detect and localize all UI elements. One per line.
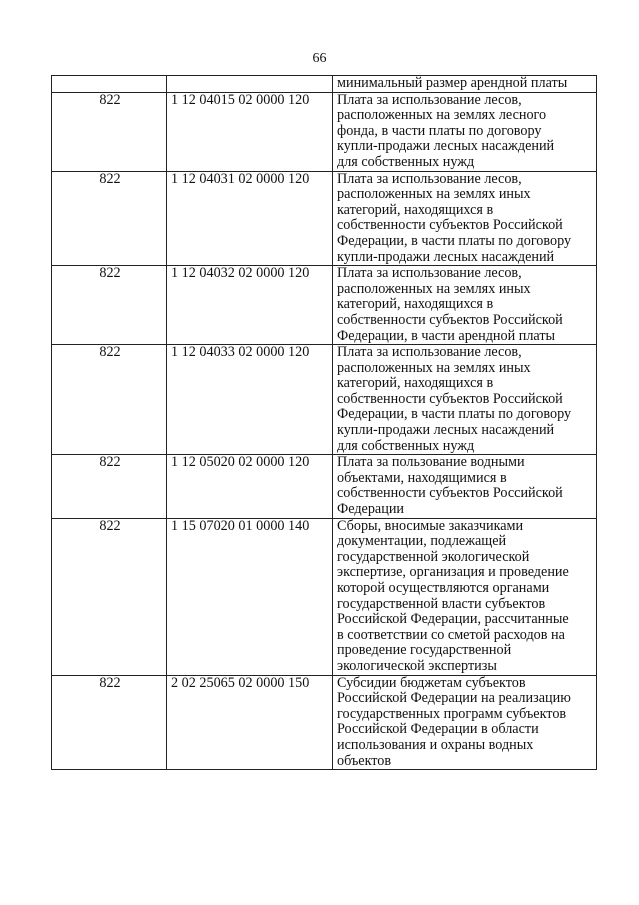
table-row <box>52 518 597 675</box>
revenue-code-cell: 1 12 04031 02 0000 120 <box>167 171 333 266</box>
revenue-code-cell: 1 12 04032 02 0000 120 <box>167 266 333 345</box>
revenue-code-cell: 1 12 05020 02 0000 120 <box>167 455 333 518</box>
admin-code-cell: 822 <box>52 675 167 770</box>
table-row <box>52 171 597 266</box>
table-row <box>52 92 597 171</box>
admin-code-cell: 822 <box>52 92 167 171</box>
page-number: 66 <box>312 51 327 66</box>
table-row <box>52 455 597 518</box>
table-row <box>52 345 597 455</box>
revenue-name-cell: минимальный размер арендной платы <box>333 76 597 93</box>
revenue-name-cell: Субсидии бюджетам субъектов Российской Федерации на реализацию государственных программ субъектов Российской Федерации в области использования и охраны водных объектов <box>333 675 597 770</box>
admin-code-cell: 822 <box>52 455 167 518</box>
admin-code-cell: 822 <box>52 345 167 455</box>
revenue-code-cell <box>167 76 333 93</box>
revenue-name-cell: Плата за пользование водными объектами, находящимися в собственности субъектов Российской Федерации <box>333 455 597 518</box>
revenue-name-cell: Сборы, вносимые заказчиками документации, подлежащей государственной экологической экспертизе, организация и проведение которой осуществляются органами государственной власти субъектов Российской Федерации, рассчитанные в соответствии со сметой расходов на проведение государственной экологической экспертизы <box>333 518 597 675</box>
revenue-code-cell: 1 12 04015 02 0000 120 <box>167 92 333 171</box>
revenue-codes-table <box>51 75 597 770</box>
table-row <box>52 266 597 345</box>
table-row-continuation <box>52 76 597 93</box>
revenue-name-cell: Плата за использование лесов, расположенных на землях лесного фонда, в части платы по договору купли-продажи лесных насаждений для собственных нужд <box>333 92 597 171</box>
admin-code-cell: 822 <box>52 171 167 266</box>
admin-code-cell <box>52 76 167 93</box>
revenue-name-cell: Плата за использование лесов, расположенных на землях иных категорий, находящихся в собственности субъектов Российской Федерации, в части платы по договору купли-продажи лесных насаждений <box>333 171 597 266</box>
revenue-code-cell: 1 12 04033 02 0000 120 <box>167 345 333 455</box>
revenue-name-cell: Плата за использование лесов, расположенных на землях иных категорий, находящихся в собственности субъектов Российской Федерации, в части платы по договору купли-продажи лесных насаждений для собственных нужд <box>333 345 597 455</box>
table-row <box>52 675 597 770</box>
revenue-name-cell: Плата за использование лесов, расположенных на землях иных категорий, находящихся в собственности субъектов Российской Федерации, в части арендной платы <box>333 266 597 345</box>
revenue-code-cell: 2 02 25065 02 0000 150 <box>167 675 333 770</box>
revenue-code-cell: 1 15 07020 01 0000 140 <box>167 518 333 675</box>
admin-code-cell: 822 <box>52 266 167 345</box>
admin-code-cell: 822 <box>52 518 167 675</box>
